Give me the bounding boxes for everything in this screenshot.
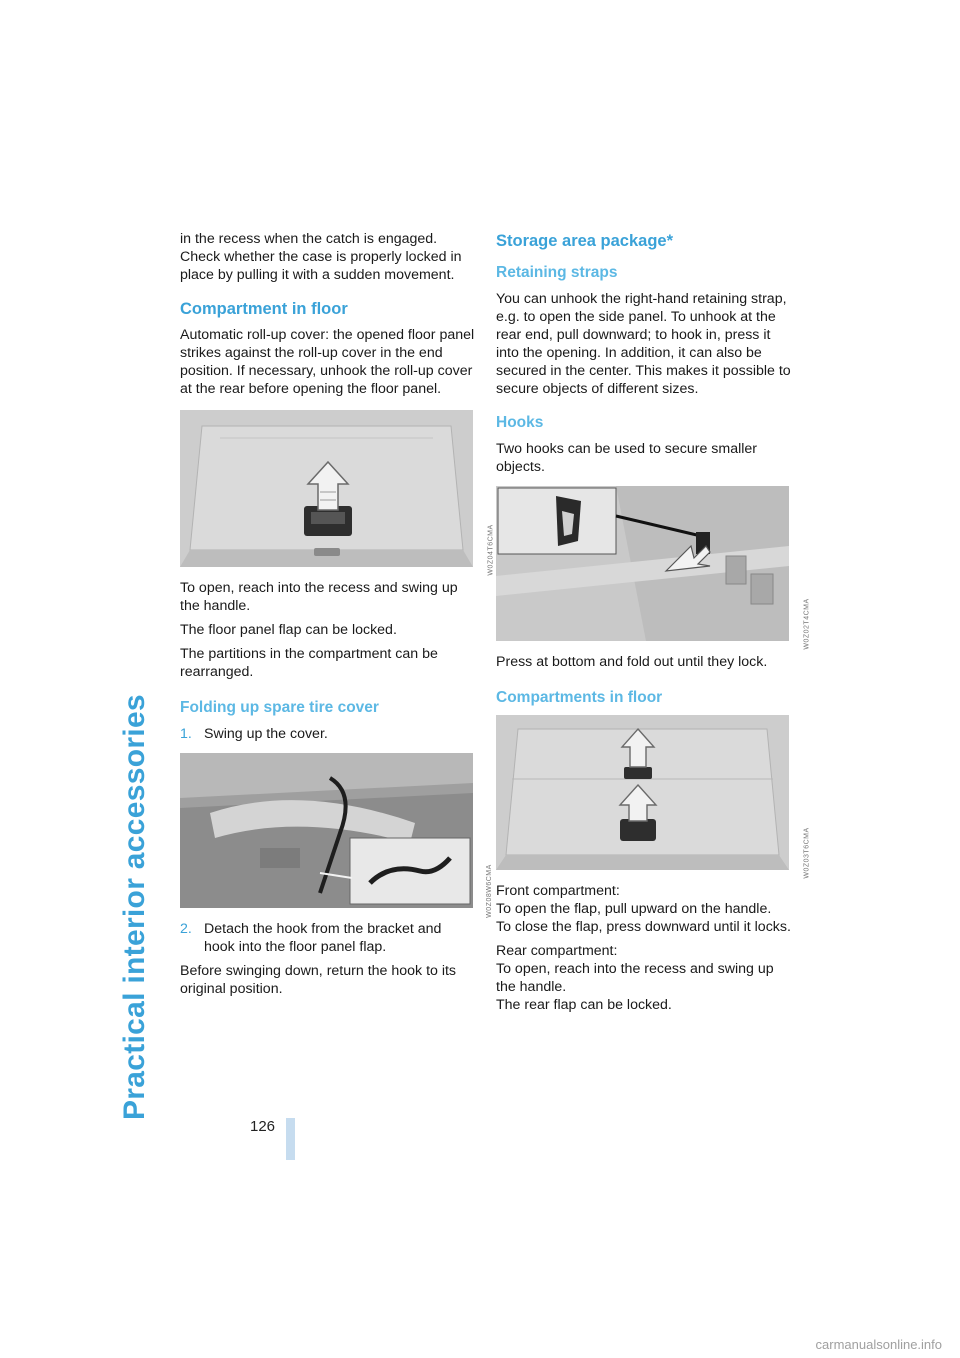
chapter-title [118, 40, 158, 1120]
straps-text: You can unhook the right-hand retaining strap, e.g. to open the side panel. To unhook at the rear end, pull downward; to hook in, press it into the opening. In addition, it can also be secured in the center. This makes it possible to secure objects of different sizes. [496, 291, 791, 397]
right-column [496, 230, 811, 1020]
step-text: Detach the hook from the bracket and hook into the floor panel flap. [204, 921, 442, 955]
hooks-after: Press at bottom and fold out until they lock. [496, 654, 768, 670]
hooks-text: Two hooks can be used to secure smaller objects. [496, 441, 758, 475]
hooks-figure [496, 486, 811, 650]
floor-compartment-figure [180, 410, 495, 576]
floor-compartment-illustration [180, 410, 473, 567]
compartment-after-3: The partitions in the compartment can be rearranged. [180, 646, 438, 680]
left-column [180, 230, 495, 1004]
rear-compartment-lock: The rear flap can be locked. [496, 997, 672, 1013]
heading-hooks: Hooks [496, 414, 544, 431]
compartment-text: Automatic roll-up cover: the opened floor panel strikes against the roll-up cover in the end position. If necessary, unhook the roll-up cover at the rear before opening the floor panel. [180, 327, 475, 397]
figure-code: W0Z03T6CMA [803, 827, 811, 879]
page-number: 126 [250, 1118, 276, 1135]
step-1 [180, 725, 476, 743]
compartment-after-2: The floor panel flap can be locked. [180, 622, 397, 638]
figure-code: W0Z04T6CMA [487, 524, 495, 576]
heading-retaining-straps: Retaining straps [496, 264, 618, 281]
spare-after: Before swinging down, return the hook to its original position. [180, 963, 457, 997]
heading-compartments-in-floor: Compartments in floor [496, 689, 663, 706]
compartment-after-1: To open, reach into the recess and swing up the handle. [180, 580, 458, 614]
hooks-illustration [496, 486, 789, 641]
footer-watermark: carmanualsonline.info [815, 1337, 942, 1352]
page-number-bar [286, 1118, 295, 1160]
figure-code: W0Z02T4CMA [803, 598, 811, 650]
step-text: Swing up the cover. [204, 726, 328, 742]
step-number: 1. [180, 726, 192, 742]
chapter-title-text: Practical interior accessories [118, 694, 151, 1120]
step-2 [180, 920, 476, 956]
heading-compartment-in-floor: Compartment in floor [180, 300, 348, 318]
floor-compartments-illustration [496, 715, 789, 870]
step-number: 2. [180, 921, 192, 937]
rear-compartment-open: To open, reach into the recess and swing up the handle. [496, 961, 774, 995]
front-compartment-close: To close the flap, press downward until it locks. [496, 919, 791, 935]
front-compartment-label: Front compartment: [496, 883, 620, 899]
front-compartment-open: To open the flap, pull upward on the handle. [496, 901, 772, 917]
figure-code: W0Z08W6CMA [486, 864, 494, 918]
intro-paragraph: in the recess when the catch is engaged. Check whether the case is properly locked in place by pulling it with a sudden movement. [180, 231, 462, 283]
heading-storage-area-package: Storage area package* [496, 232, 674, 250]
spare-steps [180, 725, 476, 743]
spare-tire-figure [180, 753, 494, 918]
rear-compartment-label: Rear compartment: [496, 943, 618, 959]
floor-compartments-figure [496, 715, 811, 879]
heading-folding-spare-tire-cover: Folding up spare tire cover [180, 699, 379, 716]
spare-steps-cont [180, 920, 476, 956]
spare-tire-illustration [180, 753, 473, 908]
